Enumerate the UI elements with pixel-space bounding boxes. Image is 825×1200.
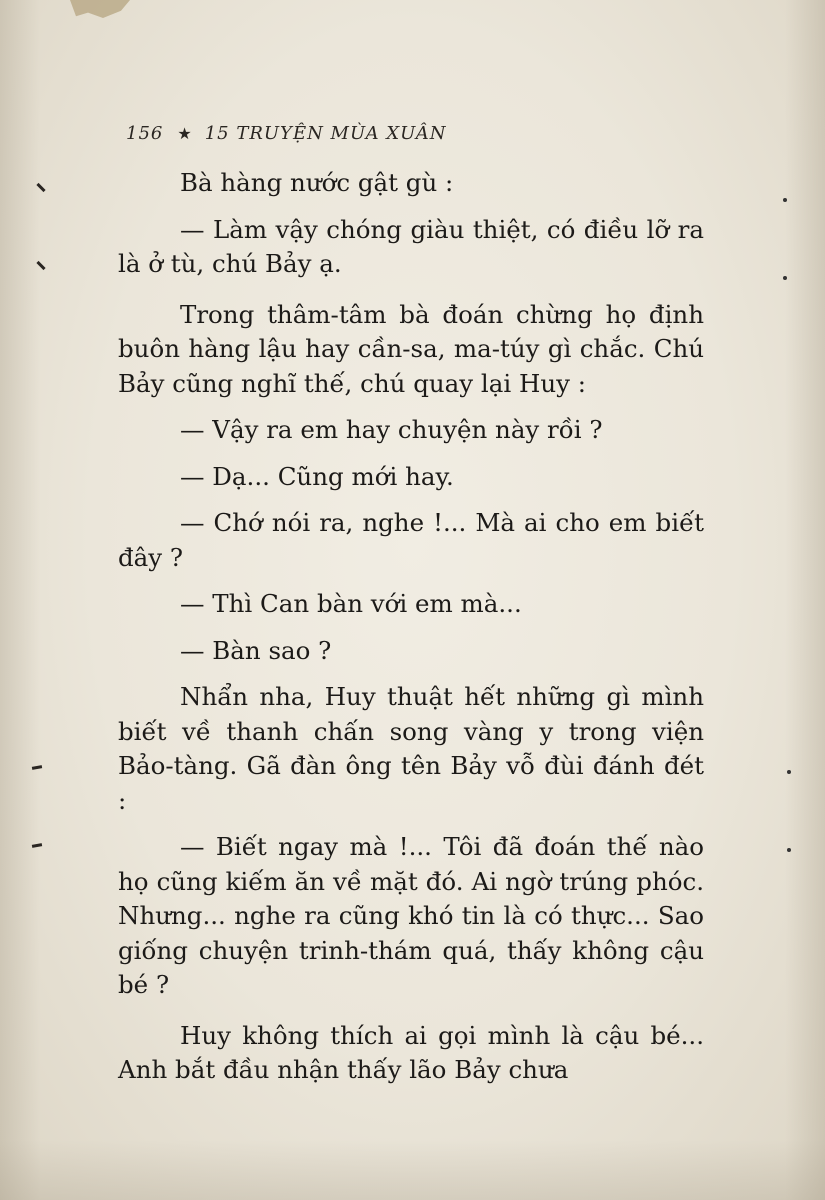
- page-body: [118, 166, 704, 1088]
- page-edge-shadow-bottom: [0, 1140, 825, 1200]
- page-edge-shadow-left: [0, 0, 40, 1200]
- star-icon: ★: [177, 123, 193, 143]
- page-edge-shadow-right: [785, 0, 825, 1200]
- binding-hole: [787, 770, 791, 774]
- paragraph: Huy không thích ai gọi mình là cậu bé... Anh bắt đầu nhận thấy lão Bảy chưa: [118, 1020, 704, 1084]
- paragraph: — Thì Can bàn với em mà...: [180, 589, 522, 618]
- binding-hole: [787, 848, 791, 852]
- binding-hole: [783, 276, 787, 280]
- paragraph: Bà hàng nước gật gù :: [180, 168, 454, 197]
- paragraph: — Dạ... Cũng mới hay.: [180, 461, 454, 491]
- running-title: 15 TRUYỆN MÙA XUÂN: [204, 122, 447, 144]
- torn-corner: [70, 0, 130, 18]
- paragraph: Nhẩn nha, Huy thuật hết những gì mình biết về thanh chấn song vàng y trong viện Bảo-tàng. Gã đàn ông tên Bảy vỗ đùi đánh đét :: [118, 682, 704, 815]
- paragraph: — Vậy ra em hay chuyện này rồi ?: [180, 415, 603, 444]
- paragraph: — Làm vậy chóng giàu thiệt, có điều lỡ ra là ở tù, chú Bảy ạ.: [118, 214, 704, 278]
- binding-hole: [783, 198, 787, 202]
- running-header: [126, 118, 447, 148]
- paragraph: Trong thâm-tâm bà đoán chừng họ định buôn hàng lậu hay cần-sa, ma-túy gì chắc. Chú Bảy cũng nghĩ thế, chú quay lại Huy :: [118, 299, 704, 398]
- paragraph: — Bàn sao ?: [180, 635, 332, 665]
- paragraph: — Biết ngay mà !... Tôi đã đoán thế nào họ cũng kiếm ăn về mặt đó. Ai ngờ trúng phóc. Nhưng... nghe ra cũng khó tin là có thực... Sao giống chuyện trinh-thám quá, thấy không cậu bé ?: [118, 832, 704, 999]
- page-number: 156: [126, 122, 164, 144]
- paragraph: — Chớ nói ra, nghe !... Mà ai cho em biết đây ?: [118, 508, 704, 572]
